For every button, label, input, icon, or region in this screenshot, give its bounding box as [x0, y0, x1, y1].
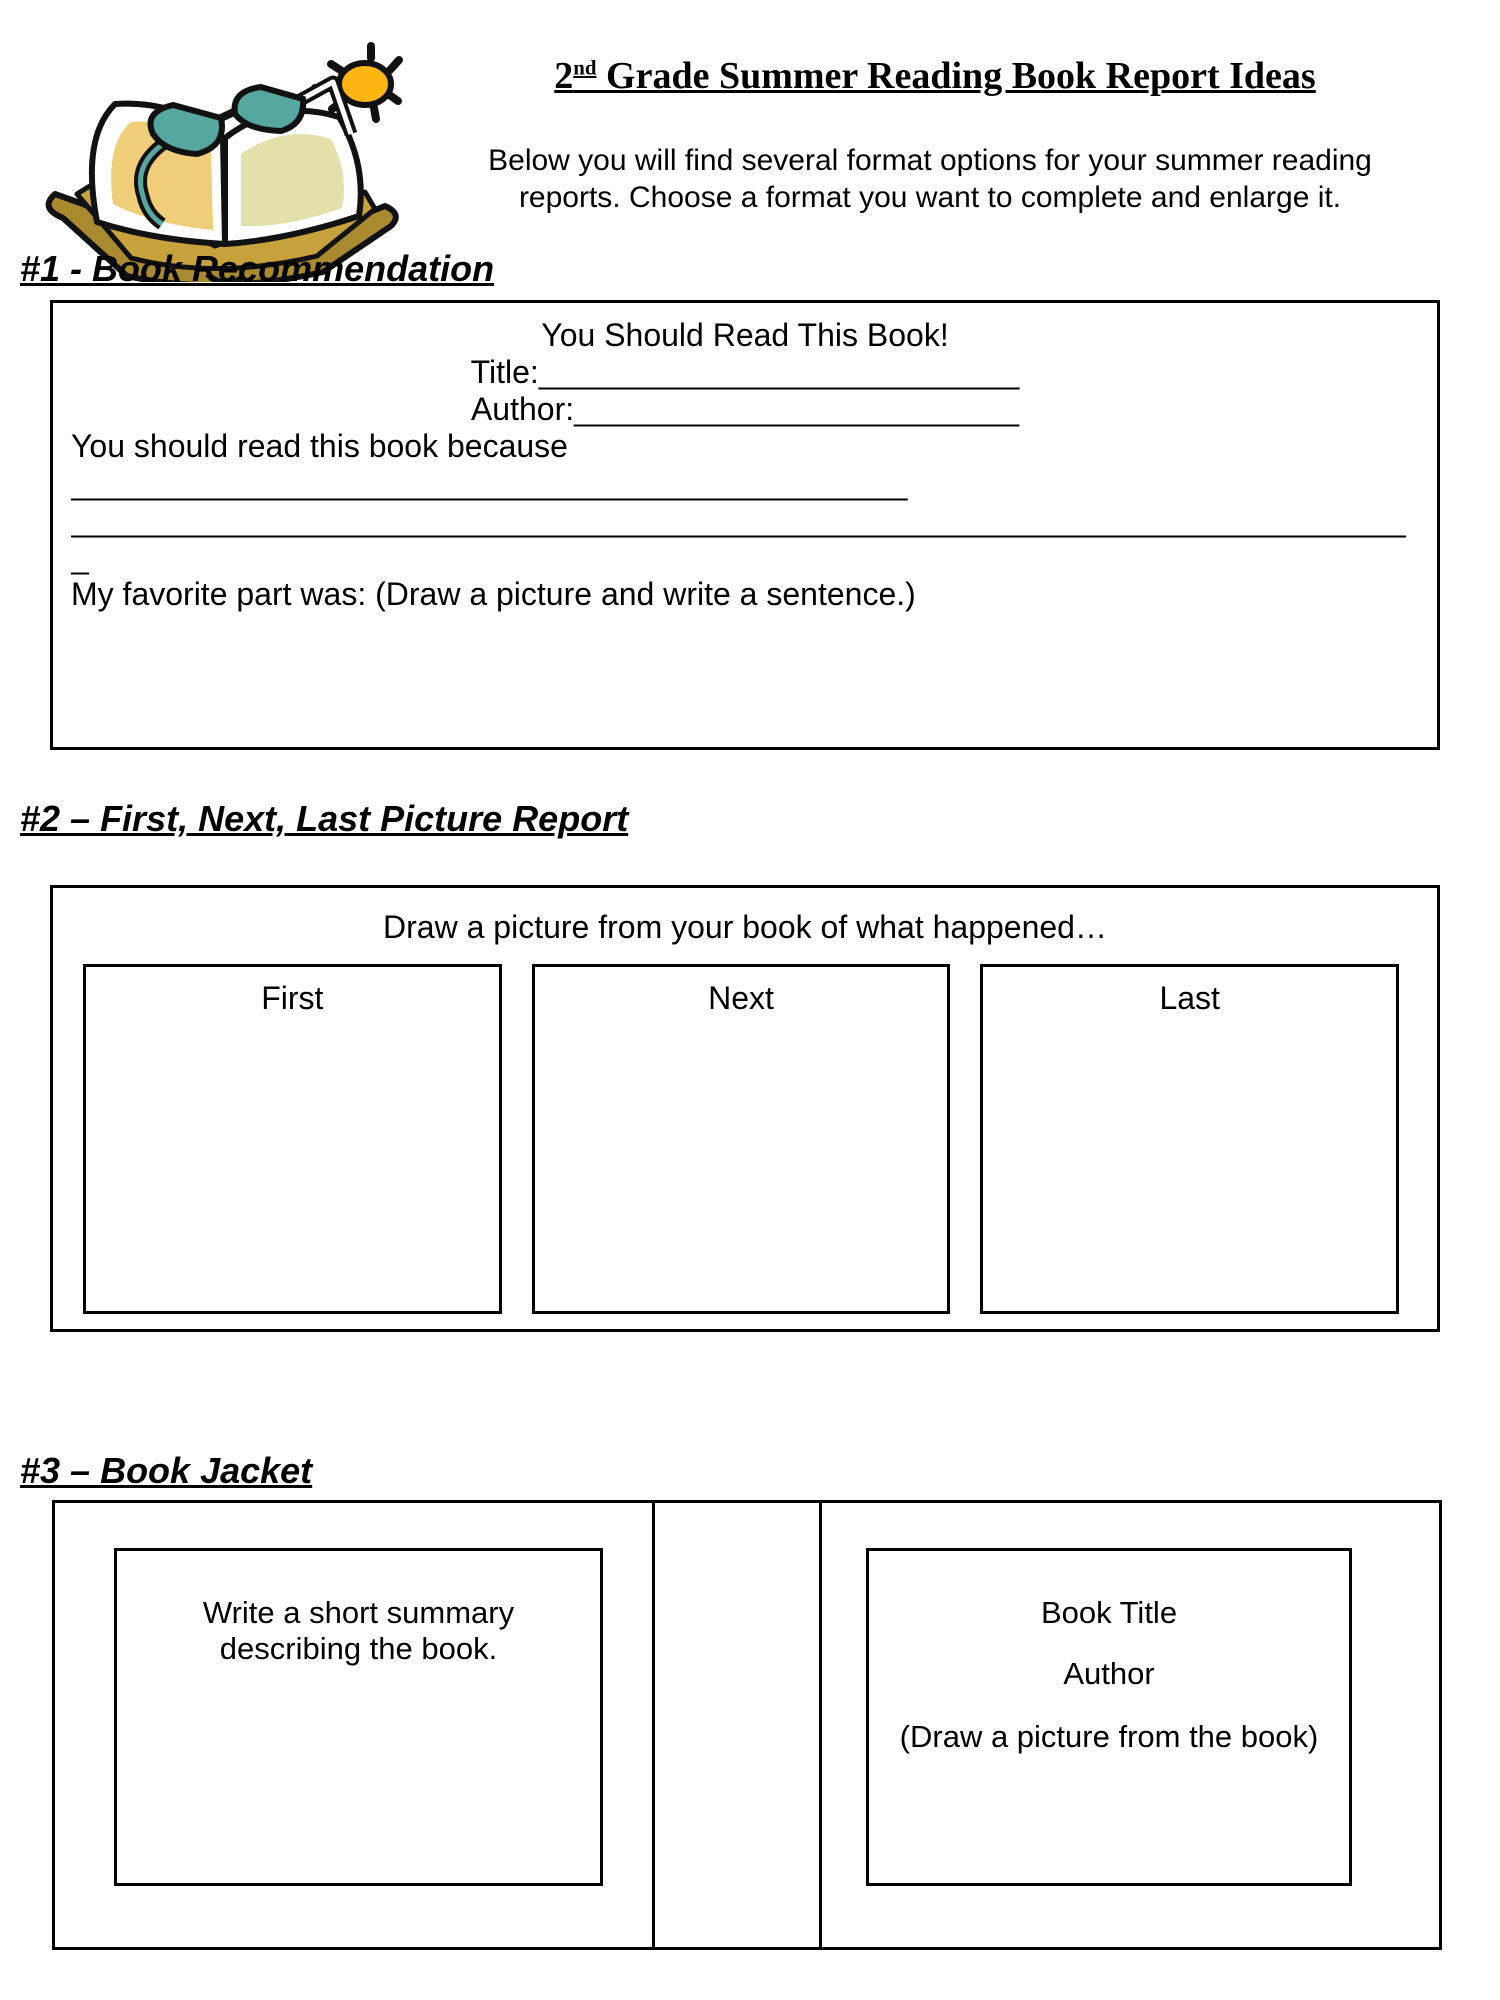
draw-prompt: Draw a picture from your book of what happened…	[383, 909, 1107, 945]
write-in-line-2: ___________________________________________________________________________	[71, 502, 1406, 538]
section1-heading: #1 - Book Recommendation	[20, 248, 495, 289]
author-text: Author	[1063, 1656, 1155, 1691]
summary-box	[114, 1548, 603, 1886]
title-base: 2	[554, 55, 574, 97]
intro-line-2: reports. Choose a format you want to complete and enlarge it.	[518, 181, 1342, 214]
write-in-line-3: _	[71, 539, 89, 575]
panel-next	[532, 964, 951, 1314]
write-in-line-1: _______________________________________________	[71, 465, 908, 501]
summary-line-2: describing the book.	[219, 1631, 498, 1666]
book-jacket-box	[52, 1500, 1442, 1950]
title-blank-line: ___________________________	[538, 354, 1020, 390]
front-cover-box	[866, 1548, 1352, 1886]
panel-next-label: Next	[708, 980, 774, 1016]
recommendation-headline: You Should Read This Book!	[541, 317, 949, 353]
intro-line-1: Below you will find several format options for your summer reading	[488, 144, 1372, 177]
favorite-part-text: My favorite part was: (Draw a picture and write a sentence.)	[71, 576, 916, 612]
title-label: Title:	[470, 354, 539, 390]
panel-last-label: Last	[1159, 980, 1220, 1016]
because-text: You should read this book because	[71, 428, 568, 464]
section2-heading: #2 – First, Next, Last Picture Report	[20, 798, 629, 839]
page-title	[420, 52, 1450, 100]
intro-text	[400, 142, 1460, 216]
panel-first	[83, 964, 502, 1314]
author-label: Author:	[470, 391, 575, 427]
author-field-row	[71, 391, 1419, 428]
panel-first-label: First	[261, 980, 324, 1016]
summary-line-1: Write a short summary	[202, 1595, 515, 1630]
jacket-back-cover-cell	[55, 1503, 655, 1947]
panel-last	[980, 964, 1399, 1314]
book-sunglasses-sun-clipart	[35, 42, 405, 282]
title-superscript: nd	[573, 55, 597, 80]
jacket-spine-cell	[655, 1503, 822, 1947]
picture-report-box	[50, 885, 1440, 1332]
author-blank-line: _________________________	[574, 391, 1020, 427]
book-title-text: Book Title	[1040, 1595, 1178, 1630]
draw-picture-text: (Draw a picture from the book)	[899, 1719, 1319, 1754]
title-field-row	[71, 354, 1419, 391]
book-recommendation-box	[50, 300, 1440, 750]
jacket-front-cover-cell	[822, 1503, 1439, 1947]
section3-heading: #3 – Book Jacket	[20, 1450, 313, 1491]
title-rest: Grade Summer Reading Book Report Ideas	[596, 55, 1316, 97]
picture-panels	[83, 964, 1399, 1314]
